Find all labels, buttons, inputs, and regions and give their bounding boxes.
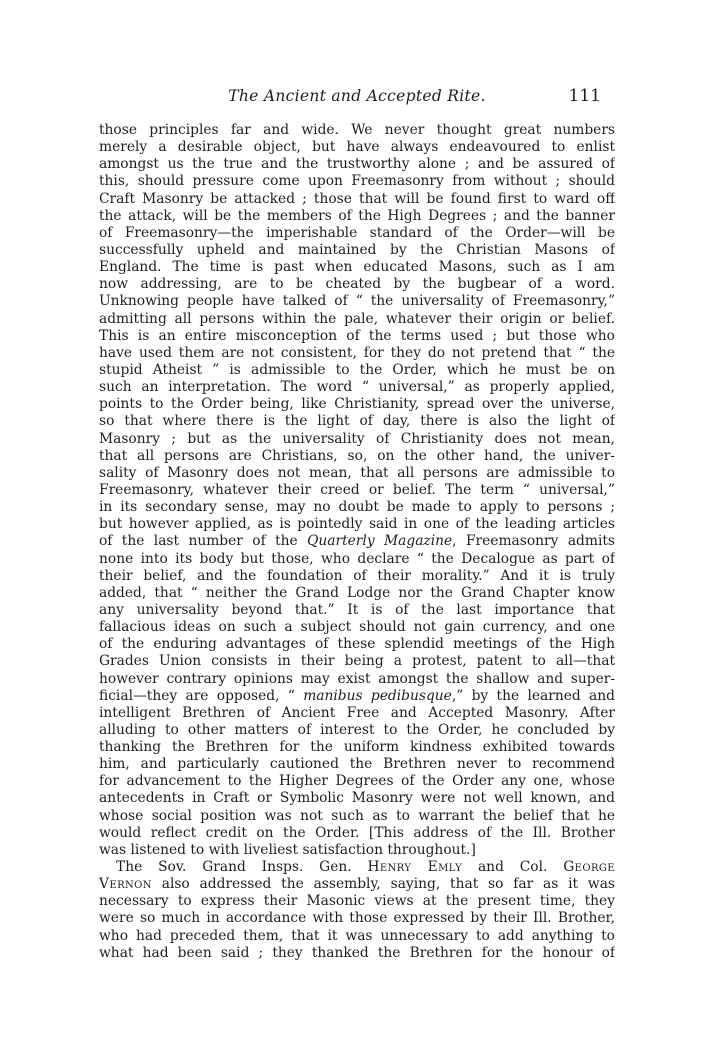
text-line: this, should pressure come upon Freemasonry from without ; should [99,173,615,190]
text-line: added, that “ neither the Grand Lodge nor the Grand Chapter know [99,584,615,601]
text-line: who had preceded them, that it was unnecessary to add anything to [99,927,615,944]
text-body [99,122,615,962]
text-line: Craft Masonry be attacked ; those that will be found first to ward off [99,190,615,207]
text-line: him, and particularly cautioned the Brethren never to recommend [99,756,615,773]
text-line: now addressing, are to be cheated by the bugbear of a word. [99,276,615,293]
italic-text: manibus pedibusque [303,687,452,704]
text-line: Vernon also addressed the assembly, saying, that so far as it was [99,876,615,893]
text-line: what had been said ; they thanked the Brethren for the honour of [99,944,615,961]
smallcaps-name: Vernon [99,876,152,893]
text-line: Freemasonry, whatever their creed or belief. The term “ universal,” [99,481,615,498]
text-line: so that where there is the light of day, there is also the light of [99,413,615,430]
text-line: England. The time is past when educated Masons, such as I am [99,259,615,276]
text-line: intelligent Brethren of Ancient Free and Accepted Masonry. After [99,704,615,721]
text-line: but however applied, as is pointedly said in one of the leading articles [99,516,615,533]
running-title: The Ancient and Accepted Rite. [228,87,486,105]
text-line: would reflect credit on the Order. [This address of the Ill. Brother [99,824,615,841]
page-header [99,87,615,106]
text-line: ficial—they are opposed, “ manibus pedibusque,” by the learned and [99,687,615,704]
text-line: their belief, and the foundation of their morality.” And it is truly [99,567,615,584]
text-line: any universality beyond that.” It is of the last importance that [99,601,615,618]
text-line: sality of Masonry does not mean, that all persons are admissible to [99,464,615,481]
text-line: antecedents in Craft or Symbolic Masonry were not well known, and [99,790,615,807]
text-line: Masonry ; but as the universality of Christianity does not mean, [99,430,615,447]
text-line: were so much in accordance with those expressed by their Ill. Brother, [99,910,615,927]
text-line: merely a desirable object, but have always endeavoured to enlist [99,139,615,156]
text-line: Grades Union consists in their being a protest, patent to all—that [99,653,615,670]
text-line: of Freemasonry—the imperishable standard of the Order—will be [99,224,615,241]
text-line: the attack, will be the members of the High Degrees ; and the banner [99,207,615,224]
page-number: 111 [568,86,601,106]
text-line: admitting all persons within the pale, whatever their origin or belief. [99,310,615,327]
text-line: fallacious ideas on such a subject should not gain currency, and one [99,619,615,636]
text-line: was listened to with liveliest satisfaction throughout.] [99,841,476,858]
text-block [99,87,615,962]
text-line: of the enduring advantages of these splendid meetings of the High [99,636,615,653]
paragraph [99,122,615,859]
text-line: The Sov. Grand Insps. Gen. Henry Emly and Col. George [116,859,615,876]
text-line: points to the Order being, like Christianity, spread over the universe, [99,396,615,413]
italic-text: Quarterly Magazine [307,533,453,550]
text-line: however contrary opinions may exist amongst the shallow and super- [99,670,615,687]
text-line: Unknowing people have talked of “ the universality of Freemasonry,” [99,293,615,310]
text-line: for advancement to the Higher Degrees of the Order any one, whose [99,773,615,790]
text-line: whose social position was not such as to warrant the belief that he [99,807,615,824]
paragraph [99,859,615,962]
text-line: that all persons are Christians, so, on the other hand, the univer- [99,447,615,464]
text-line: none into its body but those, who declare “ the Decalogue as part of [99,550,615,567]
text-line: stupid Atheist ” is admissible to the Order, which he must be on [99,361,615,378]
text-line: of the last number of the Quarterly Magazine, Freemasonry admits [99,533,615,550]
text-line: those principles far and wide. We never thought great numbers [99,122,615,138]
text-line: alluding to other matters of interest to the Order, he concluded by [99,721,615,738]
smallcaps-name: George [563,859,615,876]
text-line: This is an entire misconception of the terms used ; but those who [99,327,615,344]
text-line: successfully upheld and maintained by the Christian Masons of [99,241,615,258]
text-line: have used them are not consistent, for they do not pretend that “ the [99,344,615,361]
text-line: such an interpretation. The word “ universal,” as properly applied, [99,379,615,396]
smallcaps-name: Henry Emly [367,859,463,876]
text-line: amongst us the true and the trustworthy alone ; and be assured of [99,156,615,173]
text-line: thanking the Brethren for the uniform kindness exhibited towards [99,739,615,756]
text-line: necessary to express their Masonic views at the present time, they [99,893,615,910]
text-line: in its secondary sense, may no doubt be made to apply to persons ; [99,499,615,516]
